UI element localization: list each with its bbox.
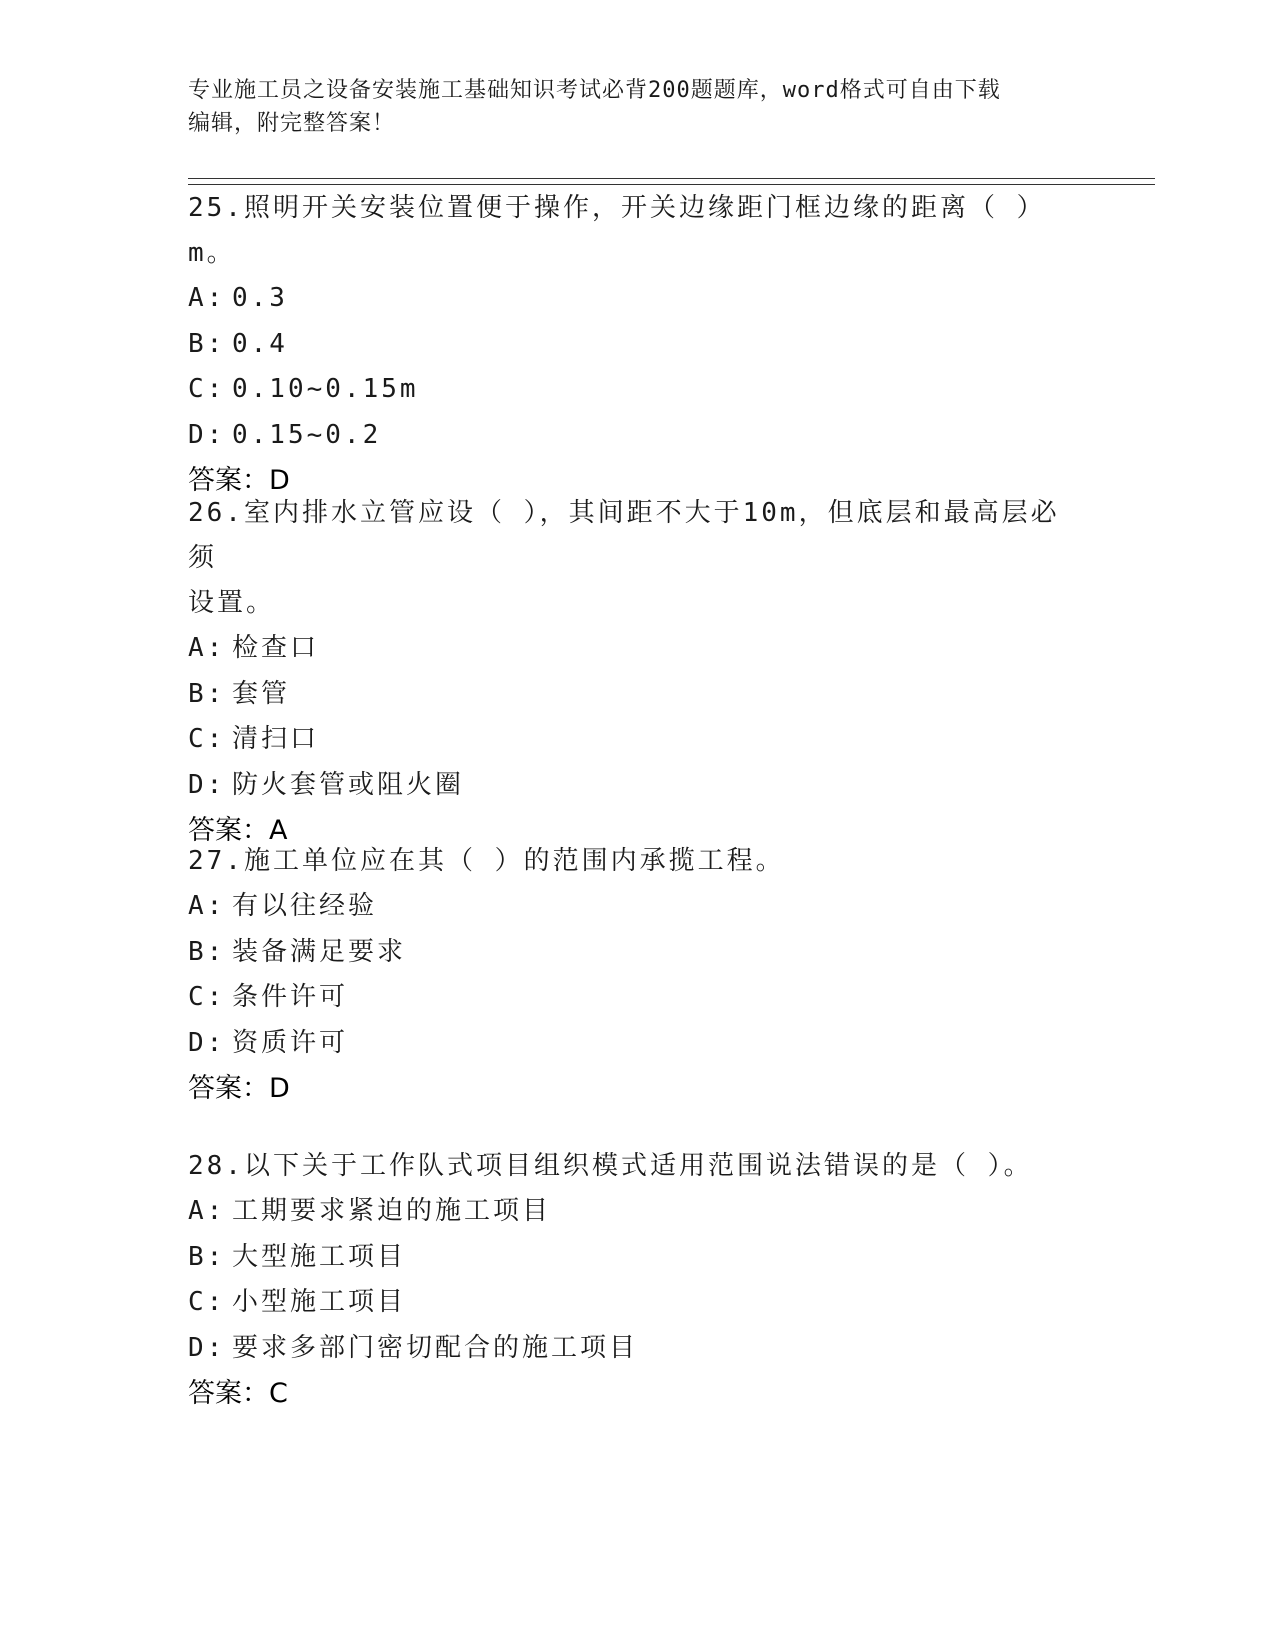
question-text: 28.以下关于工作队式项目组织模式适用范围说法错误的是（ ）。 (188, 1151, 1033, 1181)
option-value: 0.10~0.15m (232, 374, 419, 404)
option-key: B: (188, 936, 226, 967)
option-c (188, 1280, 1088, 1326)
option-a (188, 276, 1088, 322)
option-value: 条件许可 (232, 982, 349, 1012)
option-value: 防火套管或阻火圈 (232, 769, 465, 800)
answer-label: 答案： (188, 815, 269, 846)
option-key: C: (188, 724, 226, 754)
header-divider-top (188, 178, 1155, 179)
option-c (188, 975, 1088, 1021)
answer-value: D (269, 1073, 290, 1104)
header-line-1: 专业施工员之设备安装施工基础知识考试必背200题题库，word格式可自由下载 (188, 78, 1001, 103)
option-key: D: (188, 769, 226, 800)
question-text: 25.照明开关安装位置便于操作，开关边缘距门框边缘的距离（ ）m。 (188, 193, 1046, 268)
option-key: B: (188, 328, 226, 359)
option-key: C: (188, 982, 226, 1012)
option-key: C: (188, 374, 226, 404)
option-key: D: (188, 1027, 226, 1058)
option-b (188, 672, 1088, 718)
answer-value: C (269, 1378, 288, 1409)
option-key: A: (188, 1196, 226, 1226)
option-value: 检查口 (232, 633, 320, 663)
option-key: A: (188, 891, 226, 921)
question-text: 26.室内排水立管应设（ ），其间距不大于10m，但底层和最高层必须 (188, 498, 1060, 573)
question-26 (188, 491, 1088, 853)
answer-label: 答案： (188, 1073, 269, 1104)
question-27 (188, 839, 1088, 1111)
option-value: 大型施工项目 (232, 1241, 407, 1272)
option-d (188, 763, 1088, 809)
option-a (188, 1189, 1088, 1235)
option-value: 装备满足要求 (232, 936, 407, 967)
option-key: D: (188, 1332, 226, 1363)
option-key: B: (188, 678, 226, 709)
option-value: 0.4 (232, 328, 288, 359)
option-a (188, 626, 1088, 672)
option-c (188, 367, 1088, 413)
question-text: 27.施工单位应在其（ ）的范围内承揽工程。 (188, 846, 785, 876)
option-d (188, 413, 1088, 459)
option-c (188, 717, 1088, 763)
answer-label: 答案： (188, 465, 269, 496)
option-value: 要求多部门密切配合的施工项目 (232, 1332, 639, 1363)
option-key: C: (188, 1287, 226, 1317)
document-header (188, 74, 1088, 140)
option-value: 资质许可 (232, 1027, 349, 1058)
question-28 (188, 1144, 1088, 1416)
option-b (188, 322, 1088, 368)
option-value: 清扫口 (232, 724, 320, 754)
option-b (188, 1235, 1088, 1281)
option-d (188, 1021, 1088, 1067)
option-value: 0.15~0.2 (232, 419, 382, 450)
header-line-2: 编辑，附完整答案！ (188, 111, 396, 136)
question-text-continued: 设置。 (188, 588, 276, 618)
option-key: A: (188, 633, 226, 663)
option-value: 有以往经验 (232, 891, 378, 921)
question-25 (188, 186, 1088, 503)
option-key: D: (188, 419, 226, 450)
answer-line (188, 1371, 1088, 1416)
answer-value: D (269, 465, 290, 496)
header-divider-bottom (188, 184, 1155, 185)
option-key: A: (188, 283, 226, 313)
option-value: 小型施工项目 (232, 1287, 407, 1317)
answer-line (188, 1066, 1088, 1111)
answer-label: 答案： (188, 1378, 269, 1409)
option-d (188, 1326, 1088, 1372)
option-a (188, 884, 1088, 930)
option-value: 0.3 (232, 283, 288, 313)
answer-value: A (269, 815, 288, 846)
option-key: B: (188, 1241, 226, 1272)
option-value: 套管 (232, 678, 291, 709)
option-b (188, 930, 1088, 976)
option-value: 工期要求紧迫的施工项目 (232, 1196, 552, 1226)
